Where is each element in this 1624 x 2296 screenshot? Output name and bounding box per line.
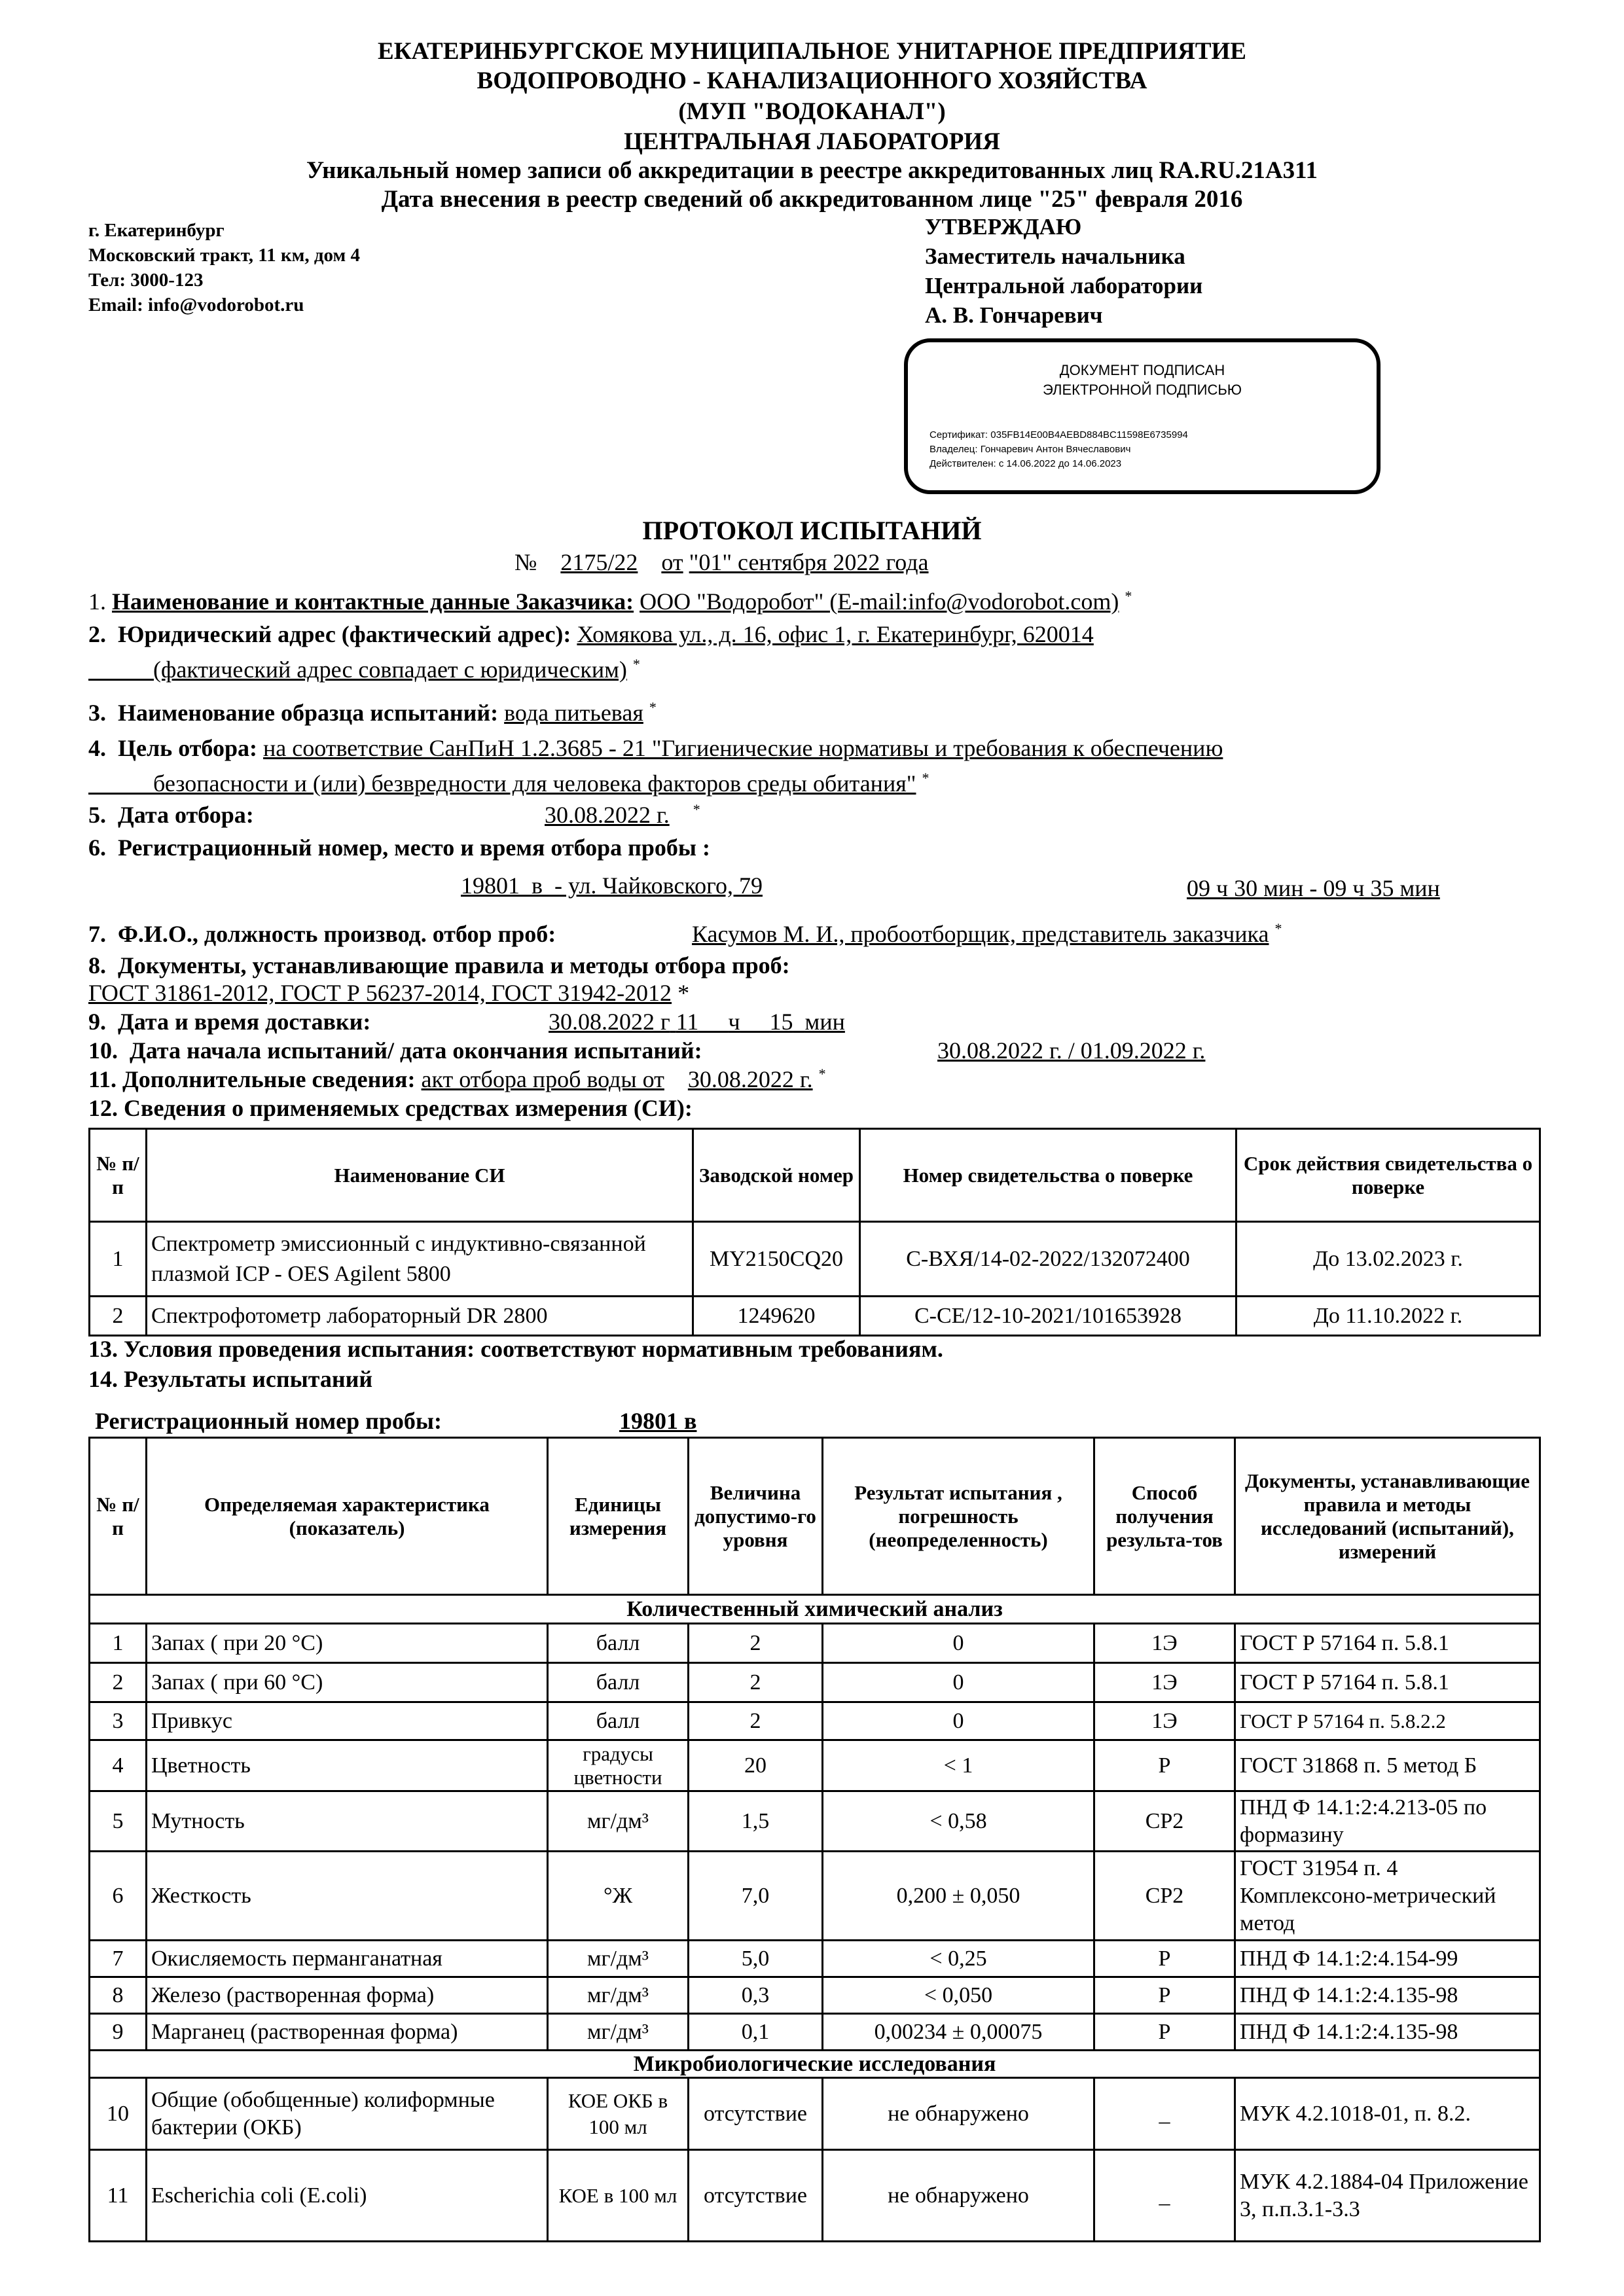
res-result: < 0,25	[823, 1941, 1094, 1977]
field-4-label: Цель отбора:	[118, 735, 257, 761]
field-5-label: Дата отбора:	[118, 802, 254, 828]
si-row-num: 1	[90, 1222, 147, 1297]
field-12-label: Сведения о применяемых средствах измерения (СИ):	[124, 1095, 693, 1121]
field-2-note-text: (фактический адрес совпадает с юридическим)	[153, 656, 627, 683]
res-unit: градусы цветности	[548, 1740, 689, 1791]
res-result: не обнаружено	[823, 2078, 1094, 2150]
field-5	[88, 801, 254, 829]
res-col-doc: Документы, устанавливающие правила и методы исследований (испытаний), измерений	[1235, 1438, 1540, 1595]
res-doc: ГОСТ Р 57164 п. 5.8.1	[1235, 1624, 1540, 1663]
res-name: Запах ( при 20 °С)	[147, 1624, 548, 1663]
si-row-serial: MY2150CQ20	[693, 1222, 860, 1297]
approval-line1: Заместитель начальника	[925, 243, 1185, 269]
section-microbiology	[90, 2051, 1540, 2078]
approval-signer: А. В. Гончаревич	[925, 302, 1103, 328]
table-row	[90, 2078, 1540, 2150]
field-8-star: *	[677, 980, 690, 1006]
res-limit: 0,3	[689, 1977, 823, 2014]
field-9-date: 30.08.2022 г	[549, 1009, 670, 1035]
results-table	[88, 1437, 1541, 2242]
res-num: 6	[90, 1852, 147, 1941]
table-row	[90, 1663, 1540, 1702]
res-unit: балл	[548, 1663, 689, 1702]
field-12	[88, 1094, 693, 1122]
res-doc: ГОСТ Р 57164 п. 5.8.2.2	[1235, 1702, 1540, 1740]
field-1-value: ООО "Водоробот" (E-mail:info@vodorobot.com)	[640, 588, 1119, 615]
protocol-number-prefix: №	[514, 549, 537, 575]
field-7-value: Касумов М. И., пробоотборщик, представитель заказчика	[692, 921, 1269, 947]
field-9-hours: 11	[676, 1009, 699, 1035]
res-unit: мг/дм³	[548, 1977, 689, 2014]
field-9-label: Дата и время доставки:	[118, 1009, 371, 1035]
field-11-star: *	[818, 1066, 826, 1082]
field-2-note	[88, 656, 627, 683]
field-1	[88, 588, 1132, 615]
si-col-name: Наименование СИ	[147, 1129, 693, 1222]
si-col-valid: Срок действия свидетельства о поверке	[1236, 1129, 1540, 1222]
e-signature-stamp	[904, 338, 1380, 494]
res-name: Escherichia coli (E.coli)	[147, 2150, 548, 2242]
field-2-num: 2.	[88, 621, 106, 647]
si-row-valid: До 13.02.2023 г.	[1236, 1222, 1540, 1297]
protocol-number-line	[514, 548, 929, 576]
field-1-label: Наименование и контактные данные Заказчика:	[112, 588, 634, 615]
res-limit: 2	[689, 1702, 823, 1740]
field-3-num: 3.	[88, 700, 106, 726]
field-6-place: - ул. Чайковского, 79	[554, 872, 763, 899]
field-5-value-wrap	[545, 801, 700, 829]
res-name: Марганец (растворенная форма)	[147, 2014, 548, 2051]
res-col-limit: Величина допустимо-го уровня	[689, 1438, 823, 1595]
res-method: 1Э	[1094, 1624, 1235, 1663]
table-row	[90, 2150, 1540, 2242]
field-2-note-line	[88, 656, 640, 683]
res-result: 0	[823, 1624, 1094, 1663]
res-result: 0	[823, 1663, 1094, 1702]
res-method: СР2	[1094, 1852, 1235, 1941]
field-7-star: *	[1274, 920, 1282, 937]
field-6	[88, 834, 710, 861]
si-row-serial: 1249620	[693, 1297, 860, 1336]
res-name: Общие (обобщенные) колиформные бактерии (ОКБ)	[147, 2078, 548, 2150]
res-num: 2	[90, 1663, 147, 1702]
res-unit: мг/дм³	[548, 1791, 689, 1852]
reg-value: 19801 в	[619, 1408, 697, 1434]
field-6-time: 09 ч 30 мин - 09 ч 35 мин	[1187, 875, 1440, 901]
si-table	[88, 1128, 1541, 1336]
table-row	[90, 1740, 1540, 1791]
res-result: 0,00234 ± 0,00075	[823, 2014, 1094, 2051]
res-doc: МУК 4.2.1884-04 Приложение 3, п.п.3.1-3.3	[1235, 2150, 1540, 2242]
field-11-value: акт отбора проб воды от	[421, 1066, 664, 1092]
res-method: СР2	[1094, 1791, 1235, 1852]
section-chemical	[90, 1595, 1540, 1624]
res-limit: 20	[689, 1740, 823, 1791]
res-method: Р	[1094, 1977, 1235, 2014]
address-phone: Тел: 3000-123	[88, 270, 204, 291]
res-method: 1Э	[1094, 1663, 1235, 1702]
res-unit: КОЕ в 100 мл	[548, 2150, 689, 2242]
res-limit: 2	[689, 1663, 823, 1702]
res-unit: мг/дм³	[548, 2014, 689, 2051]
res-num: 8	[90, 1977, 147, 2014]
res-method: Р	[1094, 1941, 1235, 1977]
res-limit: 5,0	[689, 1941, 823, 1977]
res-name: Жесткость	[147, 1852, 548, 1941]
res-num: 1	[90, 1624, 147, 1663]
res-name: Цветность	[147, 1740, 548, 1791]
res-doc: ГОСТ 31868 п. 5 метод Б	[1235, 1740, 1540, 1791]
res-num: 11	[90, 2150, 147, 2242]
field-3-star: *	[649, 699, 657, 715]
si-row-name: Спектрофотометр лабораторный DR 2800	[147, 1297, 693, 1336]
field-7-num: 7.	[88, 921, 106, 947]
field-2	[88, 620, 1094, 648]
res-result: < 1	[823, 1740, 1094, 1791]
res-name: Мутность	[147, 1791, 548, 1852]
section-chemical-label: Количественный химический анализ	[90, 1595, 1540, 1624]
table-row	[90, 1297, 1540, 1336]
res-method: _	[1094, 2150, 1235, 2242]
field-9-minutes: 15	[769, 1009, 793, 1035]
res-limit: 7,0	[689, 1852, 823, 1941]
si-col-num: № п/п	[90, 1129, 147, 1222]
field-2-star: *	[632, 656, 640, 672]
field-3-label: Наименование образца испытаний:	[118, 700, 499, 726]
field-6-suffix: в	[532, 872, 543, 899]
field-12-num: 12.	[88, 1095, 118, 1121]
field-2-label: Юридический адрес (фактический адрес):	[118, 621, 571, 647]
res-doc: ПНД Ф 14.1:2:4.135-98	[1235, 2014, 1540, 2051]
field-4-value-line2: безопасности и (или) безвредности для человека факторов среды обитания"	[153, 770, 916, 797]
field-7-label: Ф.И.О., должность производ. отбор проб:	[118, 921, 556, 947]
res-limit: 2	[689, 1624, 823, 1663]
table-row	[90, 1941, 1540, 1977]
res-result: 0	[823, 1702, 1094, 1740]
res-doc: ПНД Ф 14.1:2:4.135-98	[1235, 1977, 1540, 2014]
field-10-label: Дата начала испытаний/ дата окончания испытаний:	[130, 1037, 702, 1064]
res-col-unit: Единицы измерения	[548, 1438, 689, 1595]
res-unit: балл	[548, 1624, 689, 1663]
reg-label: Регистрационный номер пробы:	[95, 1408, 442, 1434]
res-limit: 0,1	[689, 2014, 823, 2051]
field-2-value: Хомякова ул., д. 16, офис 1, г. Екатеринбург, 620014	[577, 621, 1094, 647]
res-col-name: Определяемая характеристика (показатель)	[147, 1438, 548, 1595]
protocol-number: 2175/22	[560, 549, 638, 575]
protocol-date: "01" сентября 2022 года	[689, 549, 929, 575]
field-6-num: 6.	[88, 834, 106, 861]
res-limit: отсутствие	[689, 2150, 823, 2242]
org-name-line3: (МУП "ВОДОКАНАЛ")	[678, 98, 946, 125]
stamp-line1: ДОКУМЕНТ ПОДПИСАН	[1059, 362, 1225, 378]
res-name: Окисляемость перманганатная	[147, 1941, 548, 1977]
field-13: 13. Условия проведения испытания: соответствуют нормативным требованиям.	[88, 1336, 943, 1362]
protocol-title: ПРОТОКОЛ ИСПЫТАНИЙ	[642, 516, 982, 545]
protocol-date-prefix: от	[661, 549, 683, 575]
field-8-num: 8.	[88, 952, 106, 978]
field-10-num: 10.	[88, 1037, 118, 1064]
stamp-owner: Владелец: Гончаревич Антон Вячеславович	[929, 444, 1131, 455]
res-num: 4	[90, 1740, 147, 1791]
accreditation-number: Уникальный номер записи об аккредитации в реестре аккредитованных лиц RA.RU.21A311	[306, 157, 1318, 184]
field-11-date: 30.08.2022 г.	[687, 1066, 813, 1092]
si-table-header	[90, 1129, 1540, 1222]
res-method: 1Э	[1094, 1702, 1235, 1740]
field-11-label: Дополнительные сведения:	[122, 1066, 416, 1092]
res-num: 7	[90, 1941, 147, 1977]
stamp-valid: Действителен: с 14.06.2022 до 14.06.2023	[929, 458, 1122, 469]
field-5-num: 5.	[88, 802, 106, 828]
res-num: 3	[90, 1702, 147, 1740]
res-unit: мг/дм³	[548, 1941, 689, 1977]
res-num: 10	[90, 2078, 147, 2150]
table-row	[90, 1702, 1540, 1740]
res-name: Привкус	[147, 1702, 548, 1740]
res-name: Запах ( при 60 °С)	[147, 1663, 548, 1702]
results-table-header	[90, 1438, 1540, 1595]
table-row	[90, 1977, 1540, 2014]
field-5-star: *	[693, 801, 700, 817]
res-doc: ГОСТ 31954 п. 4 Комплексоно-метрический метод	[1235, 1852, 1540, 1941]
res-name: Железо (растворенная форма)	[147, 1977, 548, 2014]
field-9-hours-label: ч	[728, 1009, 740, 1035]
si-row-cert: С-СЕ/12-10-2021/101653928	[860, 1297, 1236, 1336]
field-8	[88, 952, 790, 979]
si-row-cert: С-ВХЯ/14-02-2022/132072400	[860, 1222, 1236, 1297]
res-result: не обнаружено	[823, 2150, 1094, 2242]
res-col-method: Способ получения результа-тов	[1094, 1438, 1235, 1595]
si-col-serial: Заводской номер	[693, 1129, 860, 1222]
res-limit: отсутствие	[689, 2078, 823, 2150]
res-result: < 0,050	[823, 1977, 1094, 2014]
field-4-value-line1: на соответствие СанПиН 1.2.3685 - 21 "Гигиенические нормативы и требования к обеспечению	[262, 735, 1223, 761]
table-row	[90, 1852, 1540, 1941]
field-9-minutes-label: мин	[804, 1009, 845, 1035]
field-8-value: ГОСТ 31861-2012, ГОСТ Р 56237-2014, ГОСТ 31942-2012	[88, 980, 672, 1006]
res-col-result: Результат испытания , погрешность (неопределенность)	[823, 1438, 1094, 1595]
si-col-cert: Номер свидетельства о поверке	[860, 1129, 1236, 1222]
field-4-num: 4.	[88, 735, 106, 761]
field-3	[88, 699, 657, 726]
table-row	[90, 1222, 1540, 1297]
field-9-value	[549, 1008, 845, 1035]
field-6-sample	[461, 872, 763, 899]
res-doc: ГОСТ Р 57164 п. 5.8.1	[1235, 1663, 1540, 1702]
field-4-cont	[88, 770, 929, 797]
res-result: < 0,58	[823, 1791, 1094, 1852]
address-email: Email: info@vodorobot.ru	[88, 295, 304, 315]
section-microbiology-label: Микробиологические исследования	[90, 2051, 1540, 2078]
stamp-cert: Сертификат: 035FB14E00B4AEBD884BC11598E6735994	[929, 429, 1188, 440]
field-3-value: вода питьевая	[504, 700, 643, 726]
res-unit: КОЕ ОКБ в 100 мл	[548, 2078, 689, 2150]
res-method: Р	[1094, 1740, 1235, 1791]
org-name-line2: ВОДОПРОВОДНО - КАНАЛИЗАЦИОННОГО ХОЗЯЙСТВА	[477, 67, 1147, 94]
field-10-value: 30.08.2022 г. / 01.09.2022 г.	[937, 1037, 1206, 1064]
table-row	[90, 1791, 1540, 1852]
res-doc: ПНД Ф 14.1:2:4.154-99	[1235, 1941, 1540, 1977]
res-num: 5	[90, 1791, 147, 1852]
field-8-value-wrap	[88, 979, 689, 1007]
lab-name: ЦЕНТРАЛЬНАЯ ЛАБОРАТОРИЯ	[624, 128, 1000, 155]
res-limit: 1,5	[689, 1791, 823, 1852]
stamp-line2: ЭЛЕКТРОННОЙ ПОДПИСЬЮ	[1042, 382, 1242, 398]
field-1-num: 1.	[88, 588, 106, 615]
field-8-label: Документы, устанавливающие правила и методы отбора проб:	[118, 952, 790, 978]
res-result: 0,200 ± 0,050	[823, 1852, 1094, 1941]
field-9-num: 9.	[88, 1009, 106, 1035]
field-4-star: *	[922, 770, 929, 786]
res-col-num: № п/п	[90, 1438, 147, 1595]
res-method: _	[1094, 2078, 1235, 2150]
table-row	[90, 2014, 1540, 2051]
address-street: Московский тракт, 11 км, дом 4	[88, 245, 360, 266]
field-14: 14. Результаты испытаний	[88, 1366, 373, 1392]
org-name-line1: ЕКАТЕРИНБУРГСКОЕ МУНИЦИПАЛЬНОЕ УНИТАРНОЕ ПРЕДПРИЯТИЕ	[378, 38, 1246, 65]
field-1-star: *	[1125, 588, 1132, 604]
res-doc: МУК 4.2.1018-01, п. 8.2.	[1235, 2078, 1540, 2150]
field-11-num: 11.	[88, 1066, 117, 1092]
res-unit: балл	[548, 1702, 689, 1740]
res-method: Р	[1094, 2014, 1235, 2051]
res-unit: °Ж	[548, 1852, 689, 1941]
approval-title: УТВЕРЖДАЮ	[925, 214, 1082, 240]
address-city: г. Екатеринбург	[88, 220, 225, 241]
res-doc: ПНД Ф 14.1:2:4.213-05 по формазину	[1235, 1791, 1540, 1852]
field-11	[88, 1066, 826, 1093]
field-6-reg: 19801	[461, 872, 520, 899]
si-row-valid: До 11.10.2022 г.	[1236, 1297, 1540, 1336]
si-row-num: 2	[90, 1297, 147, 1336]
si-row-name: Спектрометр эмиссионный с индуктивно-связанной плазмой ICP - OES Agilent 5800	[147, 1222, 693, 1297]
field-5-value: 30.08.2022 г.	[545, 802, 670, 828]
field-4	[88, 734, 1223, 762]
field-9	[88, 1008, 370, 1035]
approval-line2: Центральной лаборатории	[925, 273, 1203, 298]
field-7	[88, 920, 556, 948]
res-num: 9	[90, 2014, 147, 2051]
field-10	[88, 1037, 702, 1064]
table-row	[90, 1624, 1540, 1663]
field-6-label: Регистрационный номер, место и время отбора пробы :	[118, 834, 711, 861]
field-7-value-wrap	[692, 920, 1282, 948]
accreditation-date: Дата внесения в реестр сведений об аккредитованном лице "25" февраля 2016	[381, 186, 1243, 213]
